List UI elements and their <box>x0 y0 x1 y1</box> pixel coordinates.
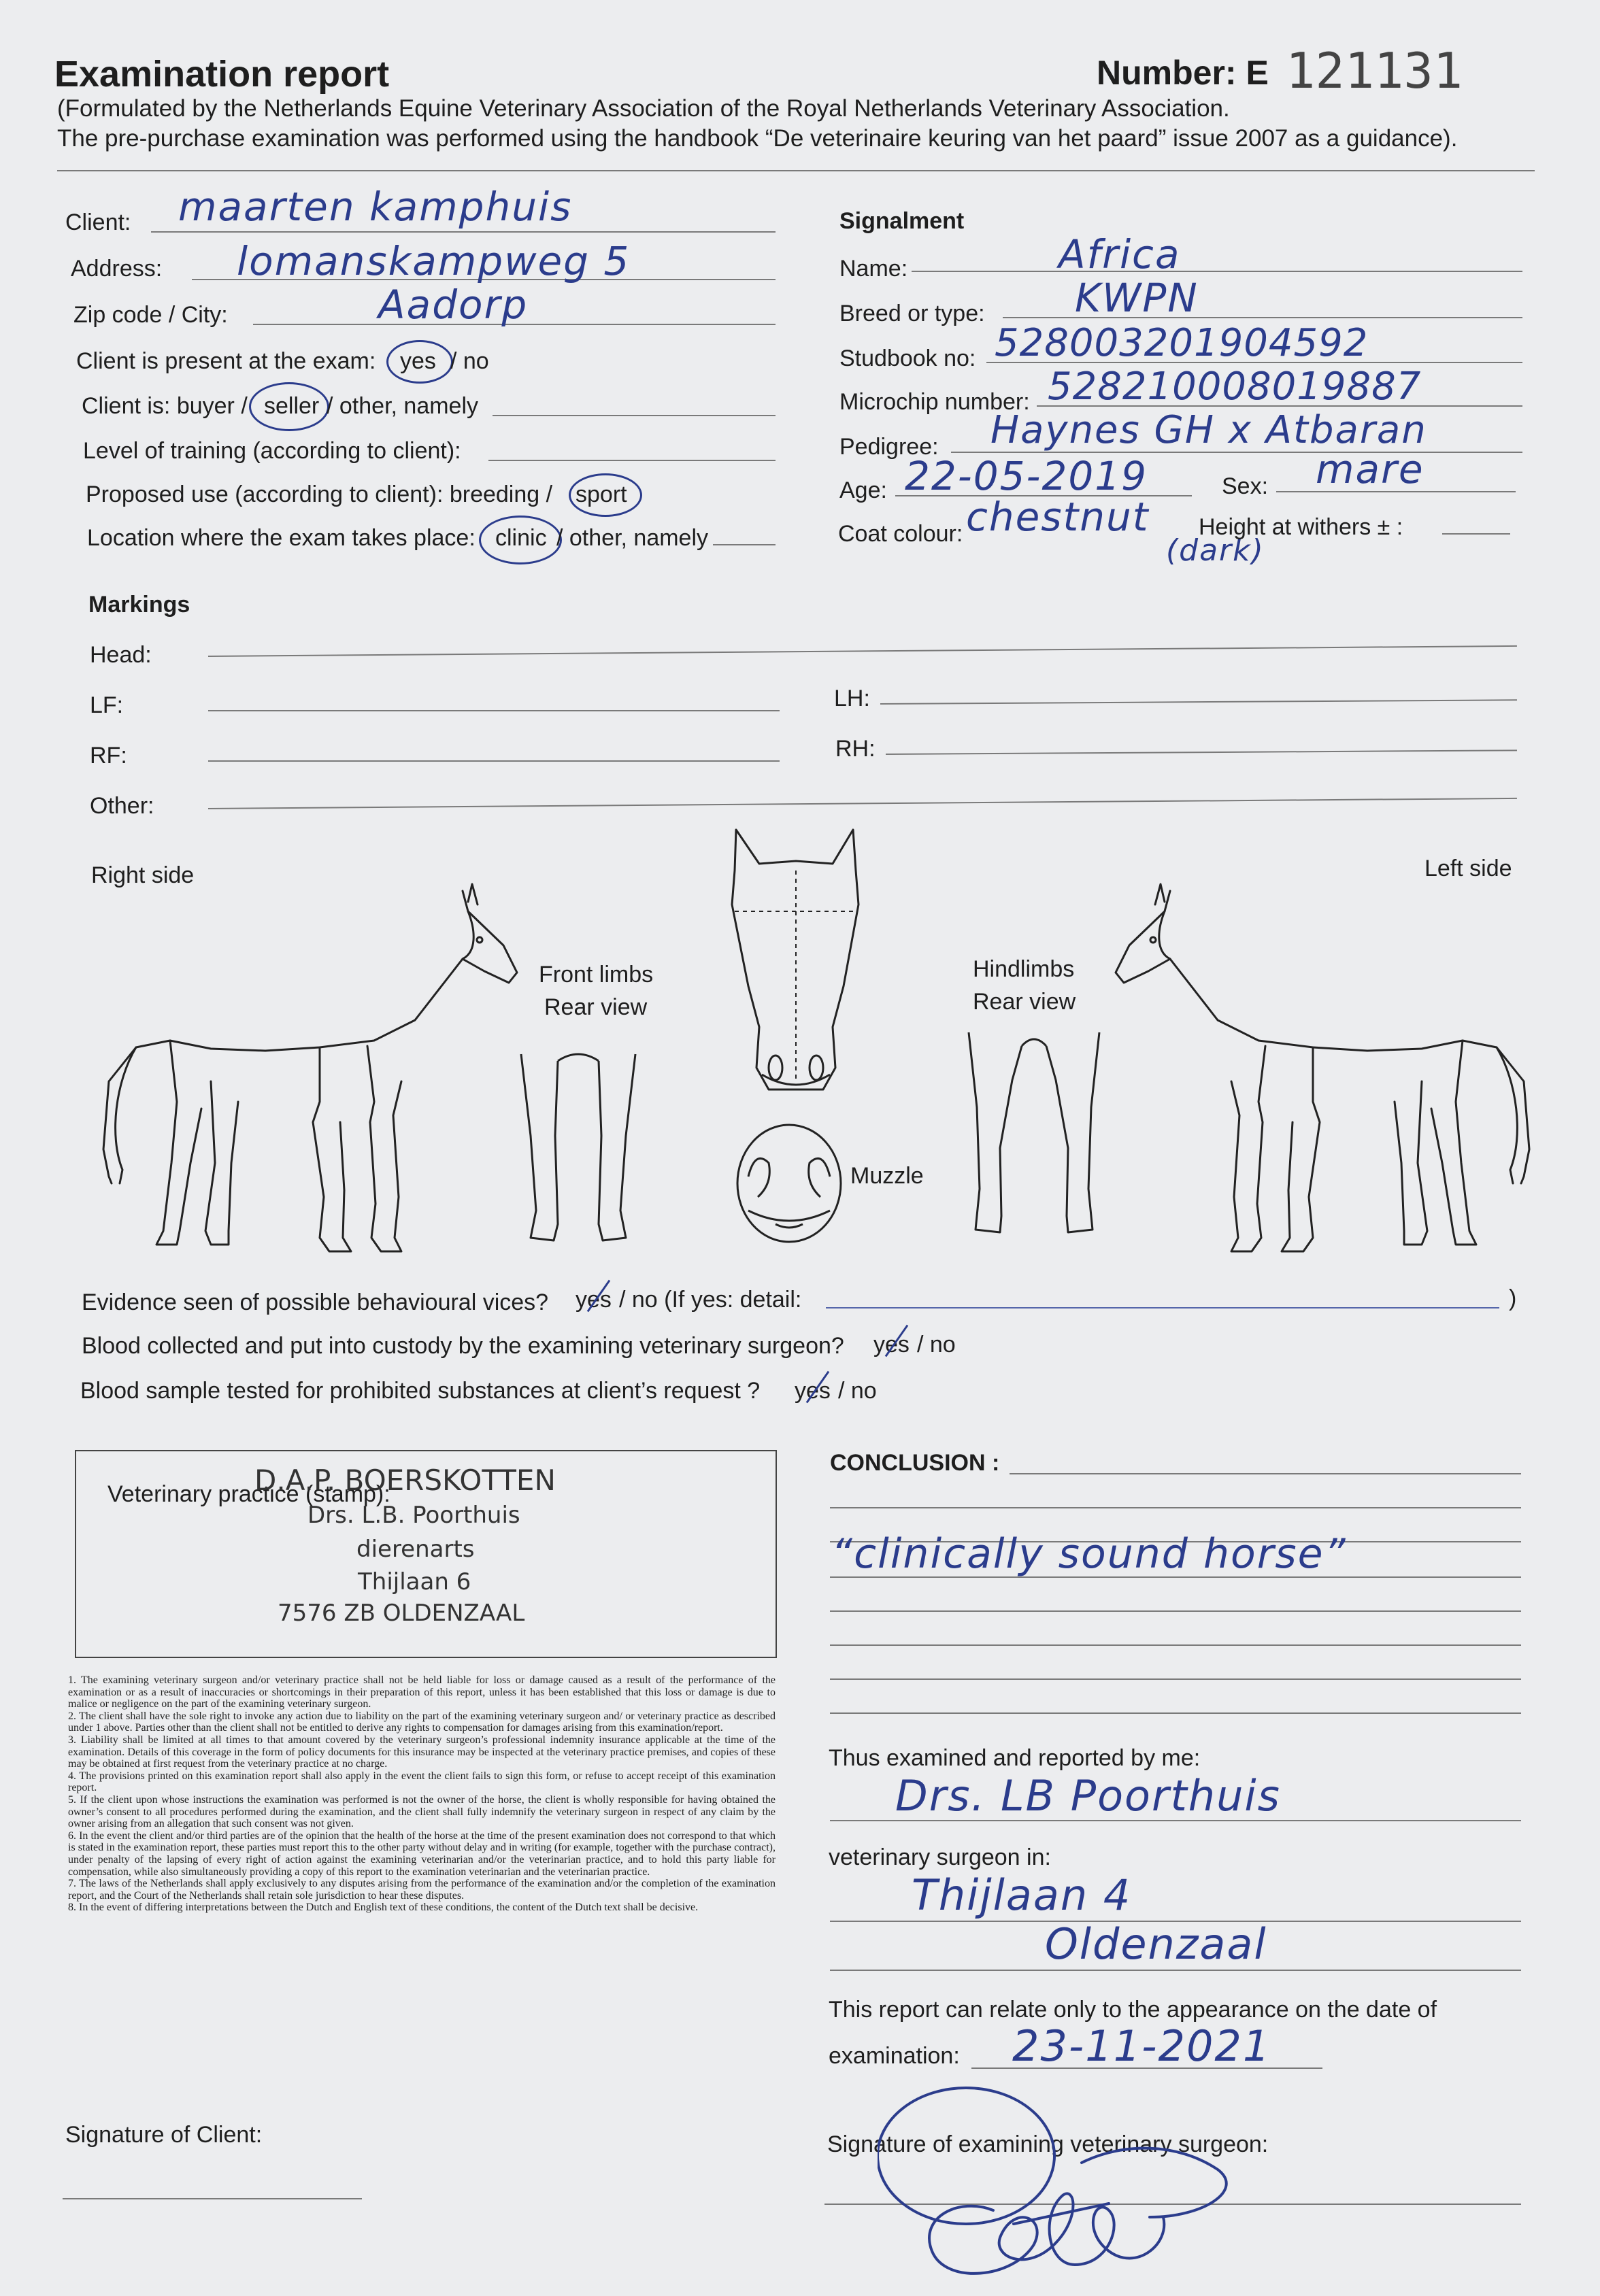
front-limbs-label: Front limbs <box>539 962 654 987</box>
location-rest: / other, namely <box>556 525 709 551</box>
header-divider <box>57 170 1535 171</box>
vices-detail-line <box>826 1307 1499 1309</box>
pedigree-value[interactable]: Haynes GH x Atbaran <box>990 408 1427 452</box>
name-line <box>912 271 1522 272</box>
location-clinic[interactable]: clinic <box>495 525 547 551</box>
stamp-line-1: D.A.P. BOERSKOTTEN <box>254 1464 556 1497</box>
number-label: Number: E <box>1097 54 1269 92</box>
vices-question: Evidence seen of possible behavioural vices? <box>82 1289 549 1315</box>
zip-value[interactable]: Aadorp <box>378 282 529 328</box>
present-label: Client is present at the exam: <box>76 348 376 374</box>
report-number: 121131 <box>1286 42 1463 99</box>
term-5: 5. If the client upon whose instructions the examination was performed is not the owner of the horse, the client is wholly responsible for having obtained the owner’s consent to all procedures performed during the examination, and the client shall fully indemnify the veterinary surgeon in respect of any claim by the owner arising from an allegation that such consent was not given. <box>68 1793 776 1830</box>
height-label: Height at withers ± : <box>1199 514 1403 540</box>
training-line <box>488 460 776 461</box>
client-value[interactable]: maarten kamphuis <box>178 184 573 230</box>
term-1: 1. The examining veterinary surgeon and/or veterinary practice shall not be held liable for loss or damage caused as a result of the performance of the examination or as a result of inaccuracies or shortcomings in their preparation of this report, unless it has been established that this loss or damage is due to malice or negligence on the part of the examining veterinary surgeon. <box>68 1674 776 1710</box>
left-side-label: Left side <box>1424 856 1512 881</box>
location-line <box>713 544 776 545</box>
markings-rf-label: RF: <box>90 743 127 769</box>
horse-left-side-diagram[interactable] <box>1102 877 1537 1258</box>
vet-signature-label: Signature of examining veterinary surgeon: <box>827 2131 1269 2157</box>
conclusion-colon: : <box>992 1450 1000 1476</box>
term-2: 2. The client shall have the sole right to invoke any action due to liability on the part of the examining veterinary surgeon and/ or veterinary practice as described under 1 above. Parties other than the client shall not be entitled to derive any rights to compensation for damages arising from this examination/report. <box>68 1710 776 1734</box>
blood-tested-no[interactable]: / no <box>838 1378 877 1404</box>
front-limbs-rear-diagram[interactable] <box>510 1034 646 1251</box>
stamp-line-5: 7576 ZB OLDENZAAL <box>278 1600 525 1627</box>
stamp-line-3: dierenarts <box>356 1536 475 1563</box>
chip-label: Microchip number: <box>839 389 1030 415</box>
vices-rest: / no (If yes: detail: <box>619 1287 802 1313</box>
client-line <box>151 231 776 233</box>
sex-label: Sex: <box>1222 473 1269 499</box>
markings-lf-line <box>208 710 780 711</box>
zip-label: Zip code / City: <box>73 302 228 328</box>
conclusion-value[interactable]: “clinically sound horse” <box>831 1530 1347 1578</box>
studbook-value[interactable]: 528003201904592 <box>995 321 1369 365</box>
conclusion-line-2 <box>830 1507 1521 1508</box>
vices-yes[interactable]: yes <box>576 1287 612 1313</box>
markings-other-label: Other: <box>90 793 154 819</box>
examined-by-value[interactable]: Drs. LB Poorthuis <box>895 1771 1281 1821</box>
hind-rear-view-label: Rear view <box>973 989 1076 1015</box>
breed-label: Breed or type: <box>839 301 985 326</box>
stamp-line-4: Thijlaan 6 <box>358 1568 471 1596</box>
use-sport[interactable]: sport <box>576 482 627 507</box>
client-is-rest: / other, namely <box>327 393 479 419</box>
front-rear-view-label: Rear view <box>544 994 648 1020</box>
term-3: 3. Liability shall be limited at all times to that amount covered by the veterinary surgeon’s professional indemnity insurance applicable at the time of the examination. Details of this coverage in the form of policy documents for this insurance may be inspected at the veterinary practice premises, and copies of these may be obtained at first request from the veterinary practice at no charge. <box>68 1734 776 1770</box>
clinic-circle <box>479 516 562 564</box>
signalment-heading: Signalment <box>839 208 965 234</box>
vet-signature-scribble[interactable] <box>878 2081 1259 2292</box>
term-7: 7. The laws of the Netherlands shall apply exclusively to any disputes arising from the performance of the examination and/or the completion of the examination report, and the Court of the Netherlands shall retain sole jurisdiction to hear these disputes. <box>68 1878 776 1902</box>
term-8: 8. In the event of differing interpretations between the Dutch and English text of these conditions, the content of the Dutch text shall be decisive. <box>68 1902 699 1914</box>
address-label: Address: <box>71 256 163 282</box>
present-no[interactable]: / no <box>450 348 489 374</box>
conclusion-line-1 <box>1010 1473 1521 1474</box>
surgeon-in-value-2[interactable]: Oldenzaal <box>1045 1919 1267 1969</box>
height-line <box>1442 533 1510 535</box>
conclusion-line-7 <box>830 1678 1521 1680</box>
blood-custody-no[interactable]: / no <box>917 1332 956 1357</box>
blood-custody-yes[interactable]: yes <box>873 1332 910 1357</box>
client-is-label: Client is: buyer / <box>82 393 248 419</box>
conclusion-line-5 <box>830 1610 1521 1612</box>
page-title: Examination report <box>54 54 390 95</box>
examined-by-label: Thus examined and reported by me: <box>829 1745 1201 1771</box>
head-front-diagram[interactable] <box>707 823 884 1109</box>
stamp-line-2: Drs. L.B. Poorthuis <box>307 1502 520 1529</box>
present-yes[interactable]: yes <box>400 348 436 374</box>
markings-rh-label: RH: <box>835 736 876 762</box>
subtitle-line-2: The pre-purchase examination was performed using the handbook “De veterinaire keuring van het paard” issue 2007 as a guidance). <box>57 125 1458 152</box>
surgeon-in-value-1[interactable]: Thijlaan 4 <box>912 1870 1132 1920</box>
horse-right-side-diagram[interactable] <box>95 877 531 1258</box>
markings-head-line <box>208 645 1517 657</box>
other-line <box>493 415 776 416</box>
location-label: Location where the exam takes place: <box>87 525 476 551</box>
markings-lh-label: LH: <box>834 686 870 711</box>
conclusion-line-6 <box>830 1644 1521 1646</box>
sex-value[interactable]: mare <box>1316 446 1424 492</box>
name-label: Name: <box>839 256 908 282</box>
blood-custody-question: Blood collected and put into custody by the examining veterinary surgeon? <box>82 1333 844 1359</box>
exam-date-value[interactable]: 23-11-2021 <box>1012 2021 1271 2071</box>
present-yes-circle <box>386 340 453 384</box>
exam-date-label: examination: <box>829 2043 960 2069</box>
client-label: Client: <box>65 209 131 235</box>
muzzle-label: Muzzle <box>850 1163 924 1189</box>
sport-circle <box>569 473 642 517</box>
markings-heading: Markings <box>88 592 190 618</box>
studbook-label: Studbook no: <box>839 345 976 371</box>
surgeon-in-label: veterinary surgeon in: <box>829 1844 1051 1870</box>
coat-label: Coat colour: <box>838 521 963 547</box>
address-value[interactable]: lomanskampweg 5 <box>237 238 631 284</box>
markings-rh-line <box>886 749 1517 755</box>
client-is-seller[interactable]: seller <box>264 393 320 419</box>
age-value[interactable]: 22-05-2019 <box>905 453 1148 499</box>
markings-head-label: Head: <box>90 642 152 668</box>
use-label: Proposed use (according to client): breeding / <box>86 482 553 507</box>
conclusion-label: CONCLUSION <box>830 1450 986 1476</box>
blood-tested-yes[interactable]: yes <box>795 1378 831 1404</box>
markings-lf-label: LF: <box>90 692 124 718</box>
coat-note: (dark) <box>1166 533 1265 568</box>
hindlimbs-label: Hindlimbs <box>973 956 1075 982</box>
markings-rf-line <box>208 760 780 762</box>
blood-tested-question: Blood sample tested for prohibited substances at client’s request ? <box>80 1378 761 1404</box>
markings-other-line <box>208 798 1517 809</box>
surgeon-in-line-2 <box>830 1970 1521 1971</box>
hindlimbs-rear-diagram[interactable] <box>959 1026 1109 1243</box>
terms-and-conditions <box>68 1674 776 1914</box>
client-signature-line[interactable] <box>63 2198 362 2199</box>
coat-value[interactable]: chestnut <box>966 494 1150 540</box>
markings-lh-line <box>880 699 1517 705</box>
report-note: This report can relate only to the appearance on the date of <box>829 1997 1437 2023</box>
age-label: Age: <box>839 477 887 503</box>
client-signature-label: Signature of Client: <box>65 2122 263 2148</box>
muzzle-diagram[interactable] <box>728 1122 850 1258</box>
subtitle-line-1: (Formulated by the Netherlands Equine Veterinary Association of the Royal Netherlands Veterinary Association. <box>57 95 1230 122</box>
chip-value[interactable]: 528210008019887 <box>1048 365 1422 409</box>
pedigree-label: Pedigree: <box>839 434 939 460</box>
training-label: Level of training (according to client): <box>83 438 461 464</box>
veterinary-practice-stamp-box <box>75 1450 777 1658</box>
vices-close: ) <box>1509 1285 1517 1311</box>
breed-value[interactable]: KWPN <box>1075 275 1199 321</box>
conclusion-line-8 <box>830 1712 1521 1714</box>
seller-circle <box>249 382 329 431</box>
name-value[interactable]: Africa <box>1059 231 1181 277</box>
stamp-label: Veterinary practice (stamp): <box>107 1481 390 1507</box>
right-side-label: Right side <box>91 862 195 888</box>
term-4: 4. The provisions printed on this examination report shall also apply in the event the client fails to sign this form, or refuse to accept receipt of this examination report. <box>68 1770 776 1794</box>
term-6: 6. In the event the client and/or third parties are of the opinion that the health of the horse at the time of the present examination does not correspond to that which is stated in the examination report, these parties must report this to the other party without delay and in writing (for example, together with the purchase contract), under penalty of the lapsing of every right of action against the examining veterinarian and/or the veterinarian practice, and to hold this party liable for compensation, while also simultaneously providing a copy of this report to the examination veterinarian and the veterinarian practice. <box>68 1829 776 1878</box>
